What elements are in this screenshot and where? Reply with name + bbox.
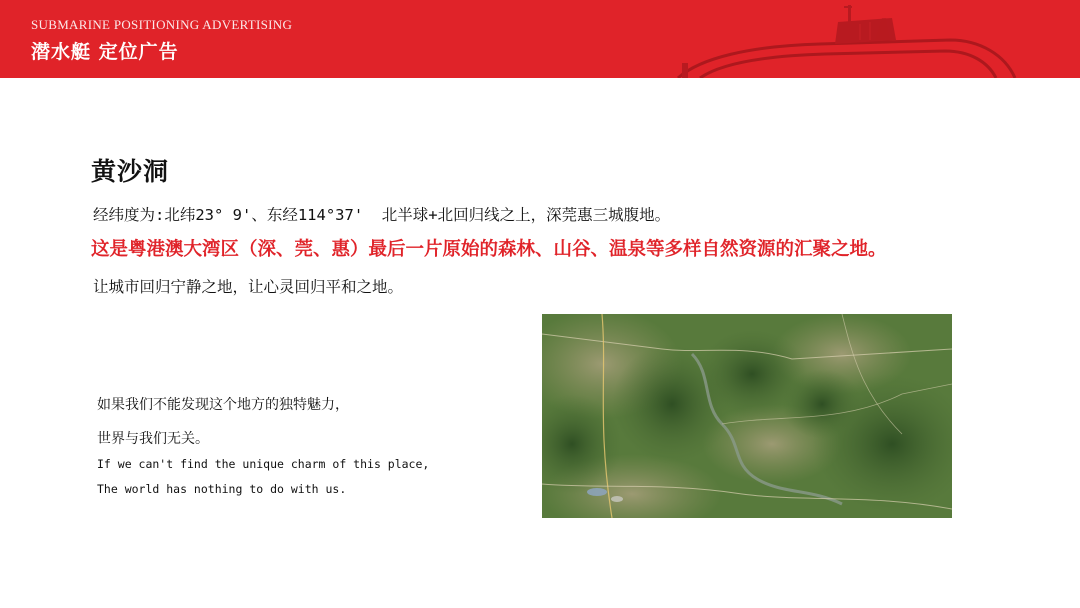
highlight-text: 这是粤港澳大湾区（深、莞、惠）最后一片原始的森林、山谷、温泉等多样自然资源的汇聚之地。 — [91, 239, 887, 260]
map-terrain — [542, 314, 952, 518]
satellite-map-image — [542, 314, 952, 518]
tagline-text: 让城市回归宁静之地，让心灵回归平和之地。 — [93, 278, 404, 296]
quote-en-line1: If we can't find the unique charm of this place, — [97, 457, 430, 471]
quote-cn-line2: 世界与我们无关。 — [97, 431, 209, 447]
coordinates-text: 经纬度为:北纬23° 9'、东经114°37' 北半球+北回归线之上，深莞惠三城腹地。 — [93, 206, 671, 224]
submarine-icon — [660, 0, 1040, 78]
header-banner — [0, 0, 1080, 78]
header-title-cn: 潜水艇 定位广告 — [31, 41, 179, 63]
page-title: 黄沙洞 — [91, 157, 170, 186]
quote-en-line2: The world has nothing to do with us. — [97, 482, 347, 496]
header-subtitle-en: SUBMARINE POSITIONING ADVERTISING — [31, 17, 293, 32]
quote-cn-line1: 如果我们不能发现这个地方的独特魅力， — [97, 397, 349, 413]
